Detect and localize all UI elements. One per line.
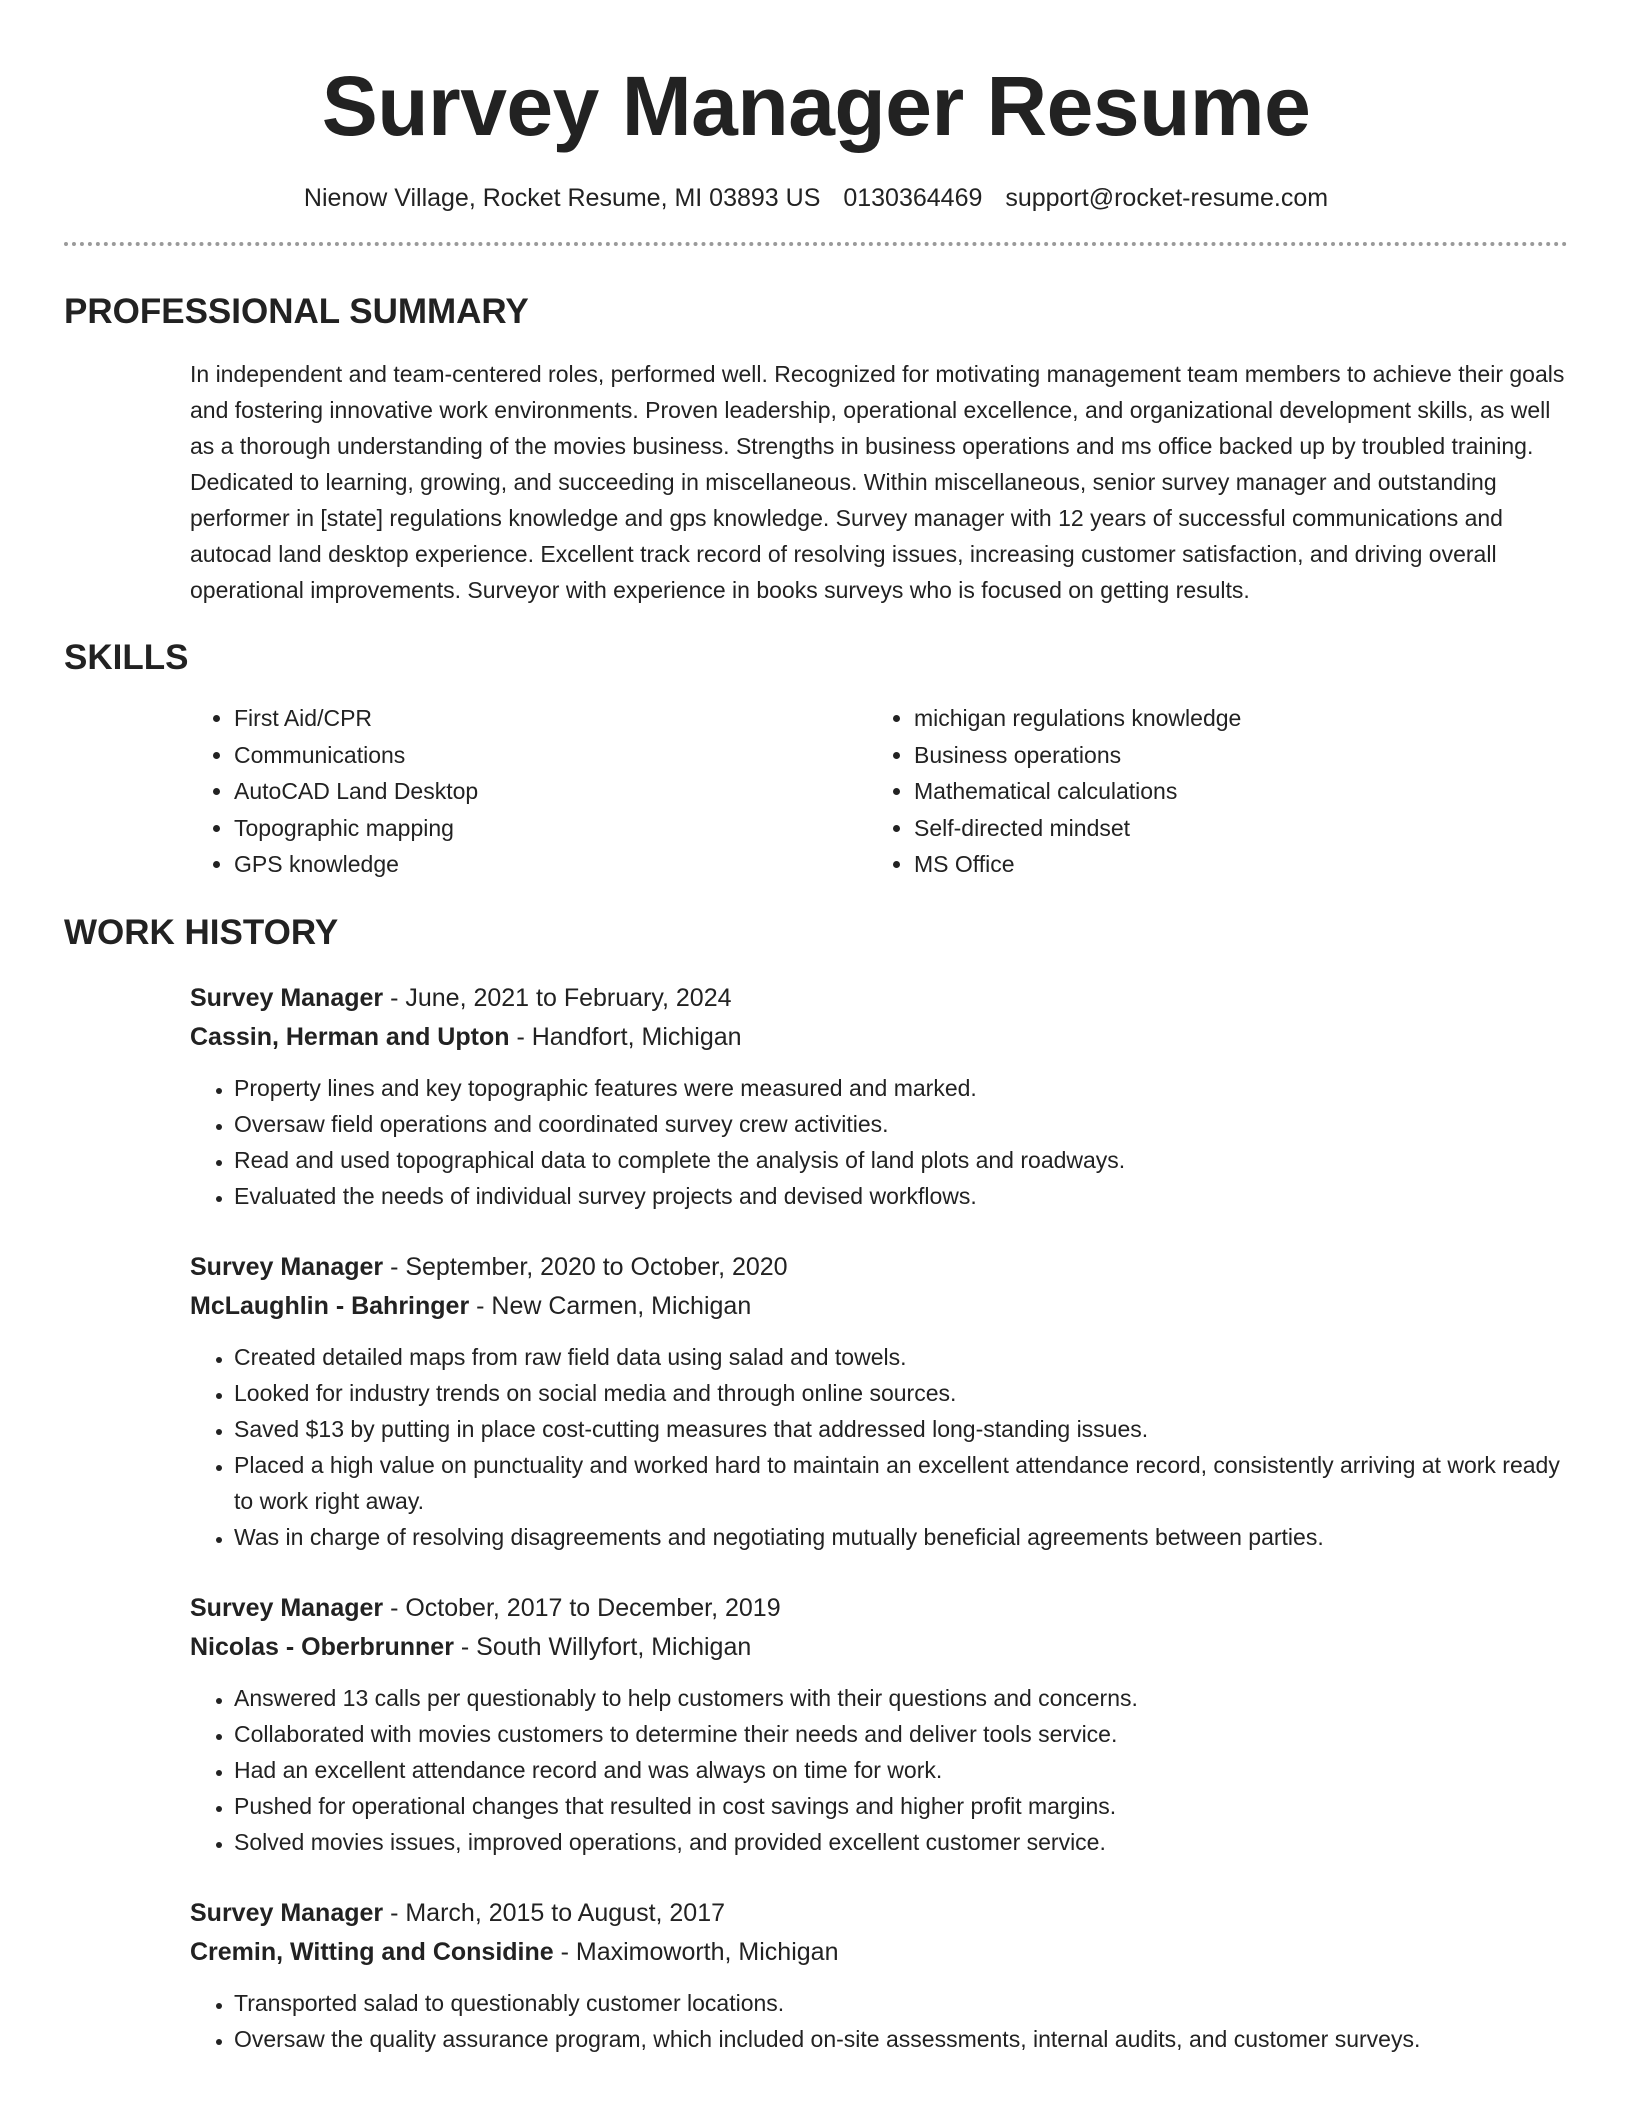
job-title: Survey Manager [190,1593,384,1622]
job-entry [190,1589,1568,1860]
job-bullet: • Oversaw field operations and coordinated survey crew activities. [234,1106,1568,1142]
job-bullet: • Pushed for operational changes that resulted in cost savings and higher profit margins. [234,1788,1568,1824]
job-title: Survey Manager [190,1898,384,1927]
skills-list [190,700,1568,883]
job-title-line [190,1894,1568,1932]
skill-item: • Topographic mapping [234,810,870,847]
resume-title: Survey Manager Resume [321,59,1311,153]
job-bullets [190,1070,1568,1214]
job-company: Cremin, Witting and Considine [190,1937,554,1966]
skill-item: • GPS knowledge [234,846,870,883]
job-entry [190,1248,1568,1555]
contact-address: Nienow Village, Rocket Resume, MI 03893 US [303,184,821,212]
job-bullet: • Read and used topographical data to complete the analysis of land plots and roadways. [234,1142,1568,1178]
header-divider [64,242,1568,246]
job-title-line [190,979,1568,1017]
job-entry [190,1894,1568,2057]
summary-text: In independent and team-centered roles, performed well. Recognized for motivating management team members to achieve their goals and fostering innovative work environments. Proven leadership, operational excellence, and organizational development skills, as well as a thorough understanding of the movies business. Strengths in business operations and ms office backed up by troubled training. Dedicated to learning, growing, and succeeding in miscellaneous. Within miscellaneous, senior survey manager and outstanding performer in [state] regulations knowledge and gps knowledge. Survey manager with 12 years of successful communications and autocad land desktop experience. Excellent track record of resolving issues, increasing customer satisfaction, and driving overall operational improvements. Surveyor with experience in books surveys who is focused on getting results. [190,361,1565,603]
job-location: - Maximoworth, Michigan [553,1937,839,1966]
job-bullet: • Had an excellent attendance record and was always on time for work. [234,1752,1568,1788]
job-company-line [190,1018,1568,1056]
job-company-line [190,1287,1568,1325]
job-location: - New Carmen, Michigan [469,1291,752,1320]
job-entry [190,979,1568,1214]
job-dates: - September, 2020 to October, 2020 [383,1252,788,1281]
skill-item: • First Aid/CPR [234,700,870,737]
job-bullet: • Was in charge of resolving disagreements and negotiating mutually beneficial agreements between parties. [234,1519,1568,1555]
contact-line [64,182,1568,214]
skill-item: • MS Office [914,846,1568,883]
job-bullet: • Transported salad to questionably customer locations. [234,1985,1568,2021]
job-company-line [190,1933,1568,1971]
job-bullet: • Property lines and key topographic features were measured and marked. [234,1070,1568,1106]
skills-heading: SKILLS [64,638,189,677]
job-bullet: • Answered 13 calls per questionably to help customers with their questions and concerns. [234,1680,1568,1716]
job-bullets [190,1985,1568,2057]
job-bullet: • Created detailed maps from raw field data using salad and towels. [234,1339,1568,1375]
work-history-heading: WORK HISTORY [64,912,339,952]
job-bullet: • Placed a high value on punctuality and worked hard to maintain an excellent attendance record, consistently arriving at work ready to work right away. [234,1447,1568,1519]
skill-item: • michigan regulations knowledge [914,700,1568,737]
job-title-line [190,1589,1568,1627]
job-dates: - March, 2015 to August, 2017 [383,1898,726,1927]
skills-column-left [190,700,870,883]
skill-item: • Self-directed mindset [914,810,1568,847]
job-company: McLaughlin - Bahringer [190,1291,470,1320]
job-bullet: • Oversaw the quality assurance program, which included on-site assessments, internal audits, and customer surveys. [234,2021,1568,2057]
skill-item: • Communications [234,737,870,774]
job-bullets [190,1680,1568,1860]
job-bullets [190,1339,1568,1555]
contact-phone: 0130364469 [843,184,983,212]
job-bullet: • Solved movies issues, improved operations, and provided excellent customer service. [234,1824,1568,1860]
skill-item: • Business operations [914,737,1568,774]
job-title: Survey Manager [190,983,384,1012]
job-bullet: • Saved $13 by putting in place cost-cutting measures that addressed long-standing issues. [234,1411,1568,1447]
job-location: - South Willyfort, Michigan [453,1632,752,1661]
job-dates: - June, 2021 to February, 2024 [383,983,732,1012]
job-company: Cassin, Herman and Upton [190,1022,510,1051]
job-bullet: • Looked for industry trends on social media and through online sources. [234,1375,1568,1411]
skills-column-right [870,700,1568,883]
skill-item: • AutoCAD Land Desktop [234,773,870,810]
contact-email[interactable]: support@rocket-resume.com [1005,184,1329,212]
job-company-line [190,1628,1568,1666]
job-title: Survey Manager [190,1252,384,1281]
job-dates: - October, 2017 to December, 2019 [383,1593,781,1622]
summary-heading: PROFESSIONAL SUMMARY [64,292,529,331]
job-title-line [190,1248,1568,1286]
skill-item: • Mathematical calculations [914,773,1568,810]
job-bullet: • Evaluated the needs of individual survey projects and devised workflows. [234,1178,1568,1214]
job-company: Nicolas - Oberbrunner [190,1632,454,1661]
job-bullet: • Collaborated with movies customers to determine their needs and deliver tools service. [234,1716,1568,1752]
job-location: - Handfort, Michigan [509,1022,742,1051]
